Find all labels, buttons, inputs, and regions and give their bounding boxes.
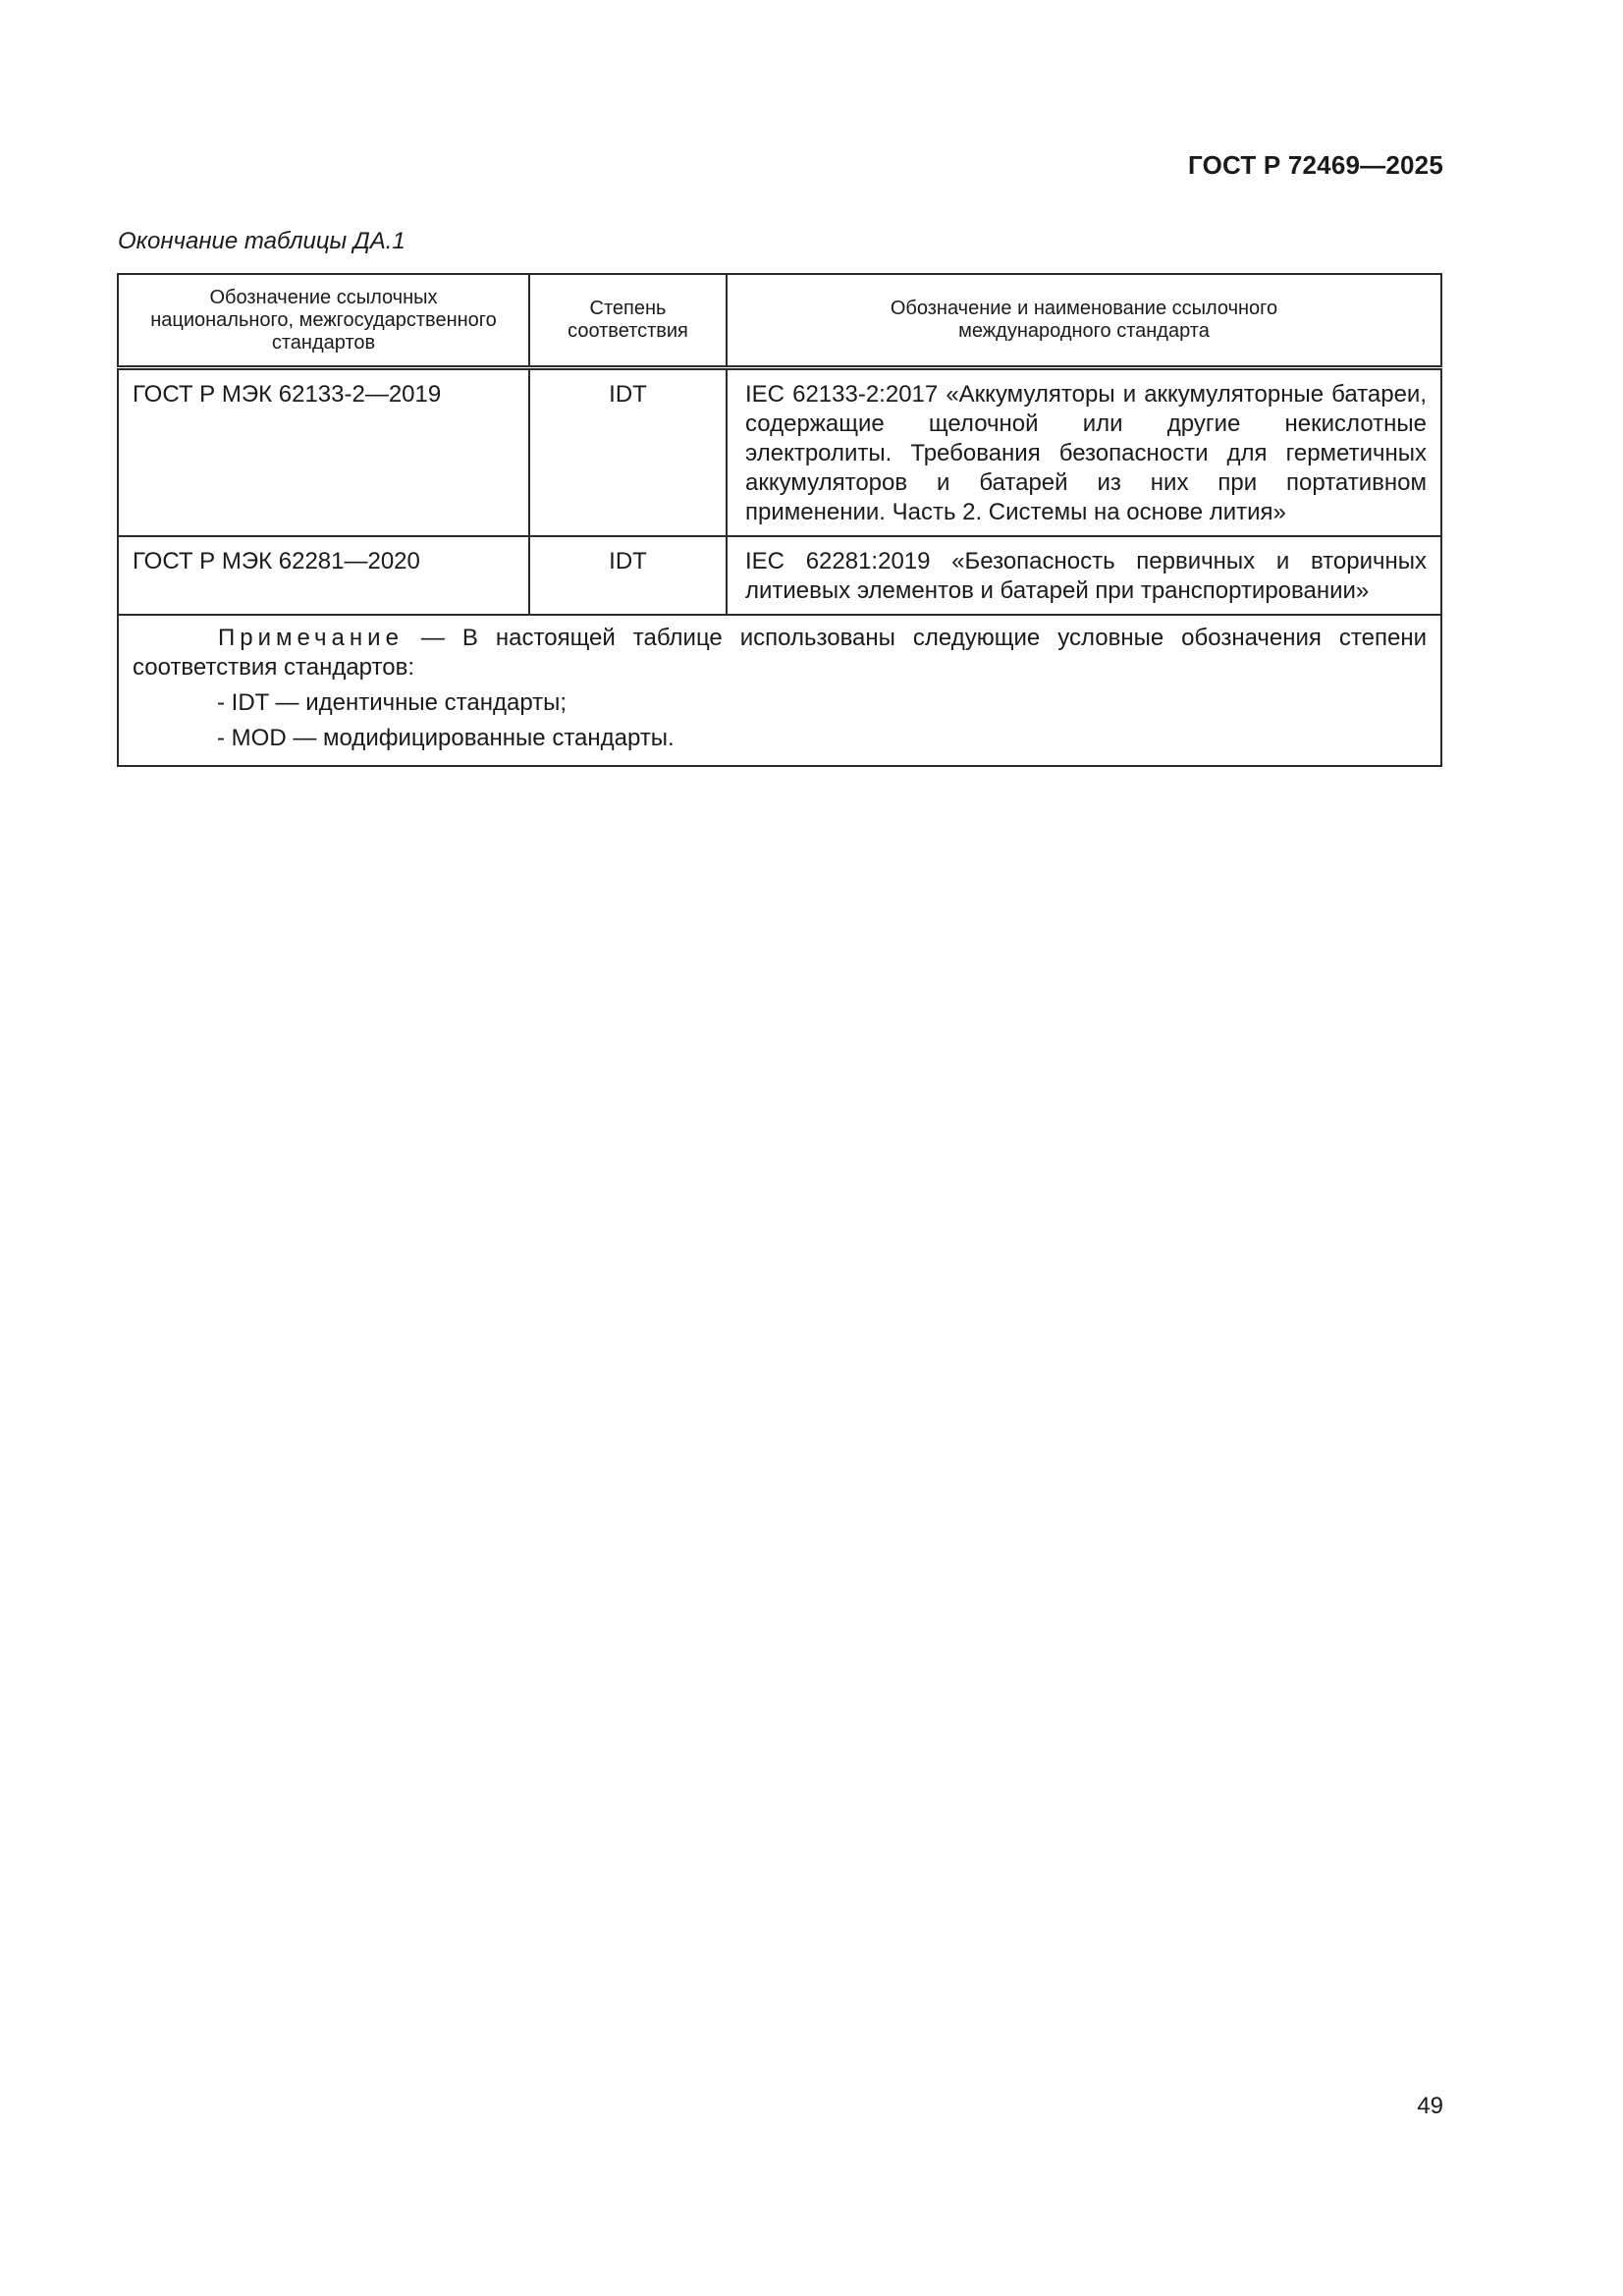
note-label: Примечание <box>218 625 404 651</box>
note-item-mod: - MOD — модифицированные стандарты. <box>217 725 675 751</box>
reference-standards-table <box>117 273 1442 767</box>
degree-cell: IDT <box>529 368 727 537</box>
international-standard-cell: IEC 62281:2019 «Безопасность первичных и вторичных литиевых элементов и батарей при транспортировании» <box>727 536 1441 615</box>
table-row <box>118 536 1441 615</box>
column-header-international: Обозначение и наименование ссылочного международного стандарта <box>727 274 1441 368</box>
column-header-national: Обозначение ссылочных национального, межгосударственного стандартов <box>118 274 529 368</box>
table-caption: Окончание таблицы ДА.1 <box>118 228 406 254</box>
table-row <box>118 368 1441 537</box>
international-standard-cell: IEC 62133-2:2017 «Аккумуляторы и аккумуляторные батареи, содержащие щелочной или другие некислотные электролиты. Требования безопасности для герметичных аккумуляторов и батарей из них при портативном применении. Часть 2. Системы на основе лития» <box>727 368 1441 537</box>
page-number: 49 <box>1417 2093 1443 2119</box>
table-note-row <box>118 615 1441 766</box>
national-standard-cell: ГОСТ Р МЭК 62133-2—2019 <box>118 368 529 537</box>
note-item-idt: - IDT — идентичные стандарты; <box>217 689 568 716</box>
table-note <box>118 615 1441 766</box>
degree-cell: IDT <box>529 536 727 615</box>
note-text <box>133 624 1427 683</box>
note-body: — В настоящей таблице использованы следующие условные обозначения степени соответствия стандартов: <box>133 625 1427 681</box>
column-header-degree: Степень соответствия <box>529 274 727 368</box>
national-standard-cell: ГОСТ Р МЭК 62281—2020 <box>118 536 529 615</box>
document-code: ГОСТ Р 72469—2025 <box>1188 150 1443 180</box>
table-header-row <box>118 274 1441 368</box>
